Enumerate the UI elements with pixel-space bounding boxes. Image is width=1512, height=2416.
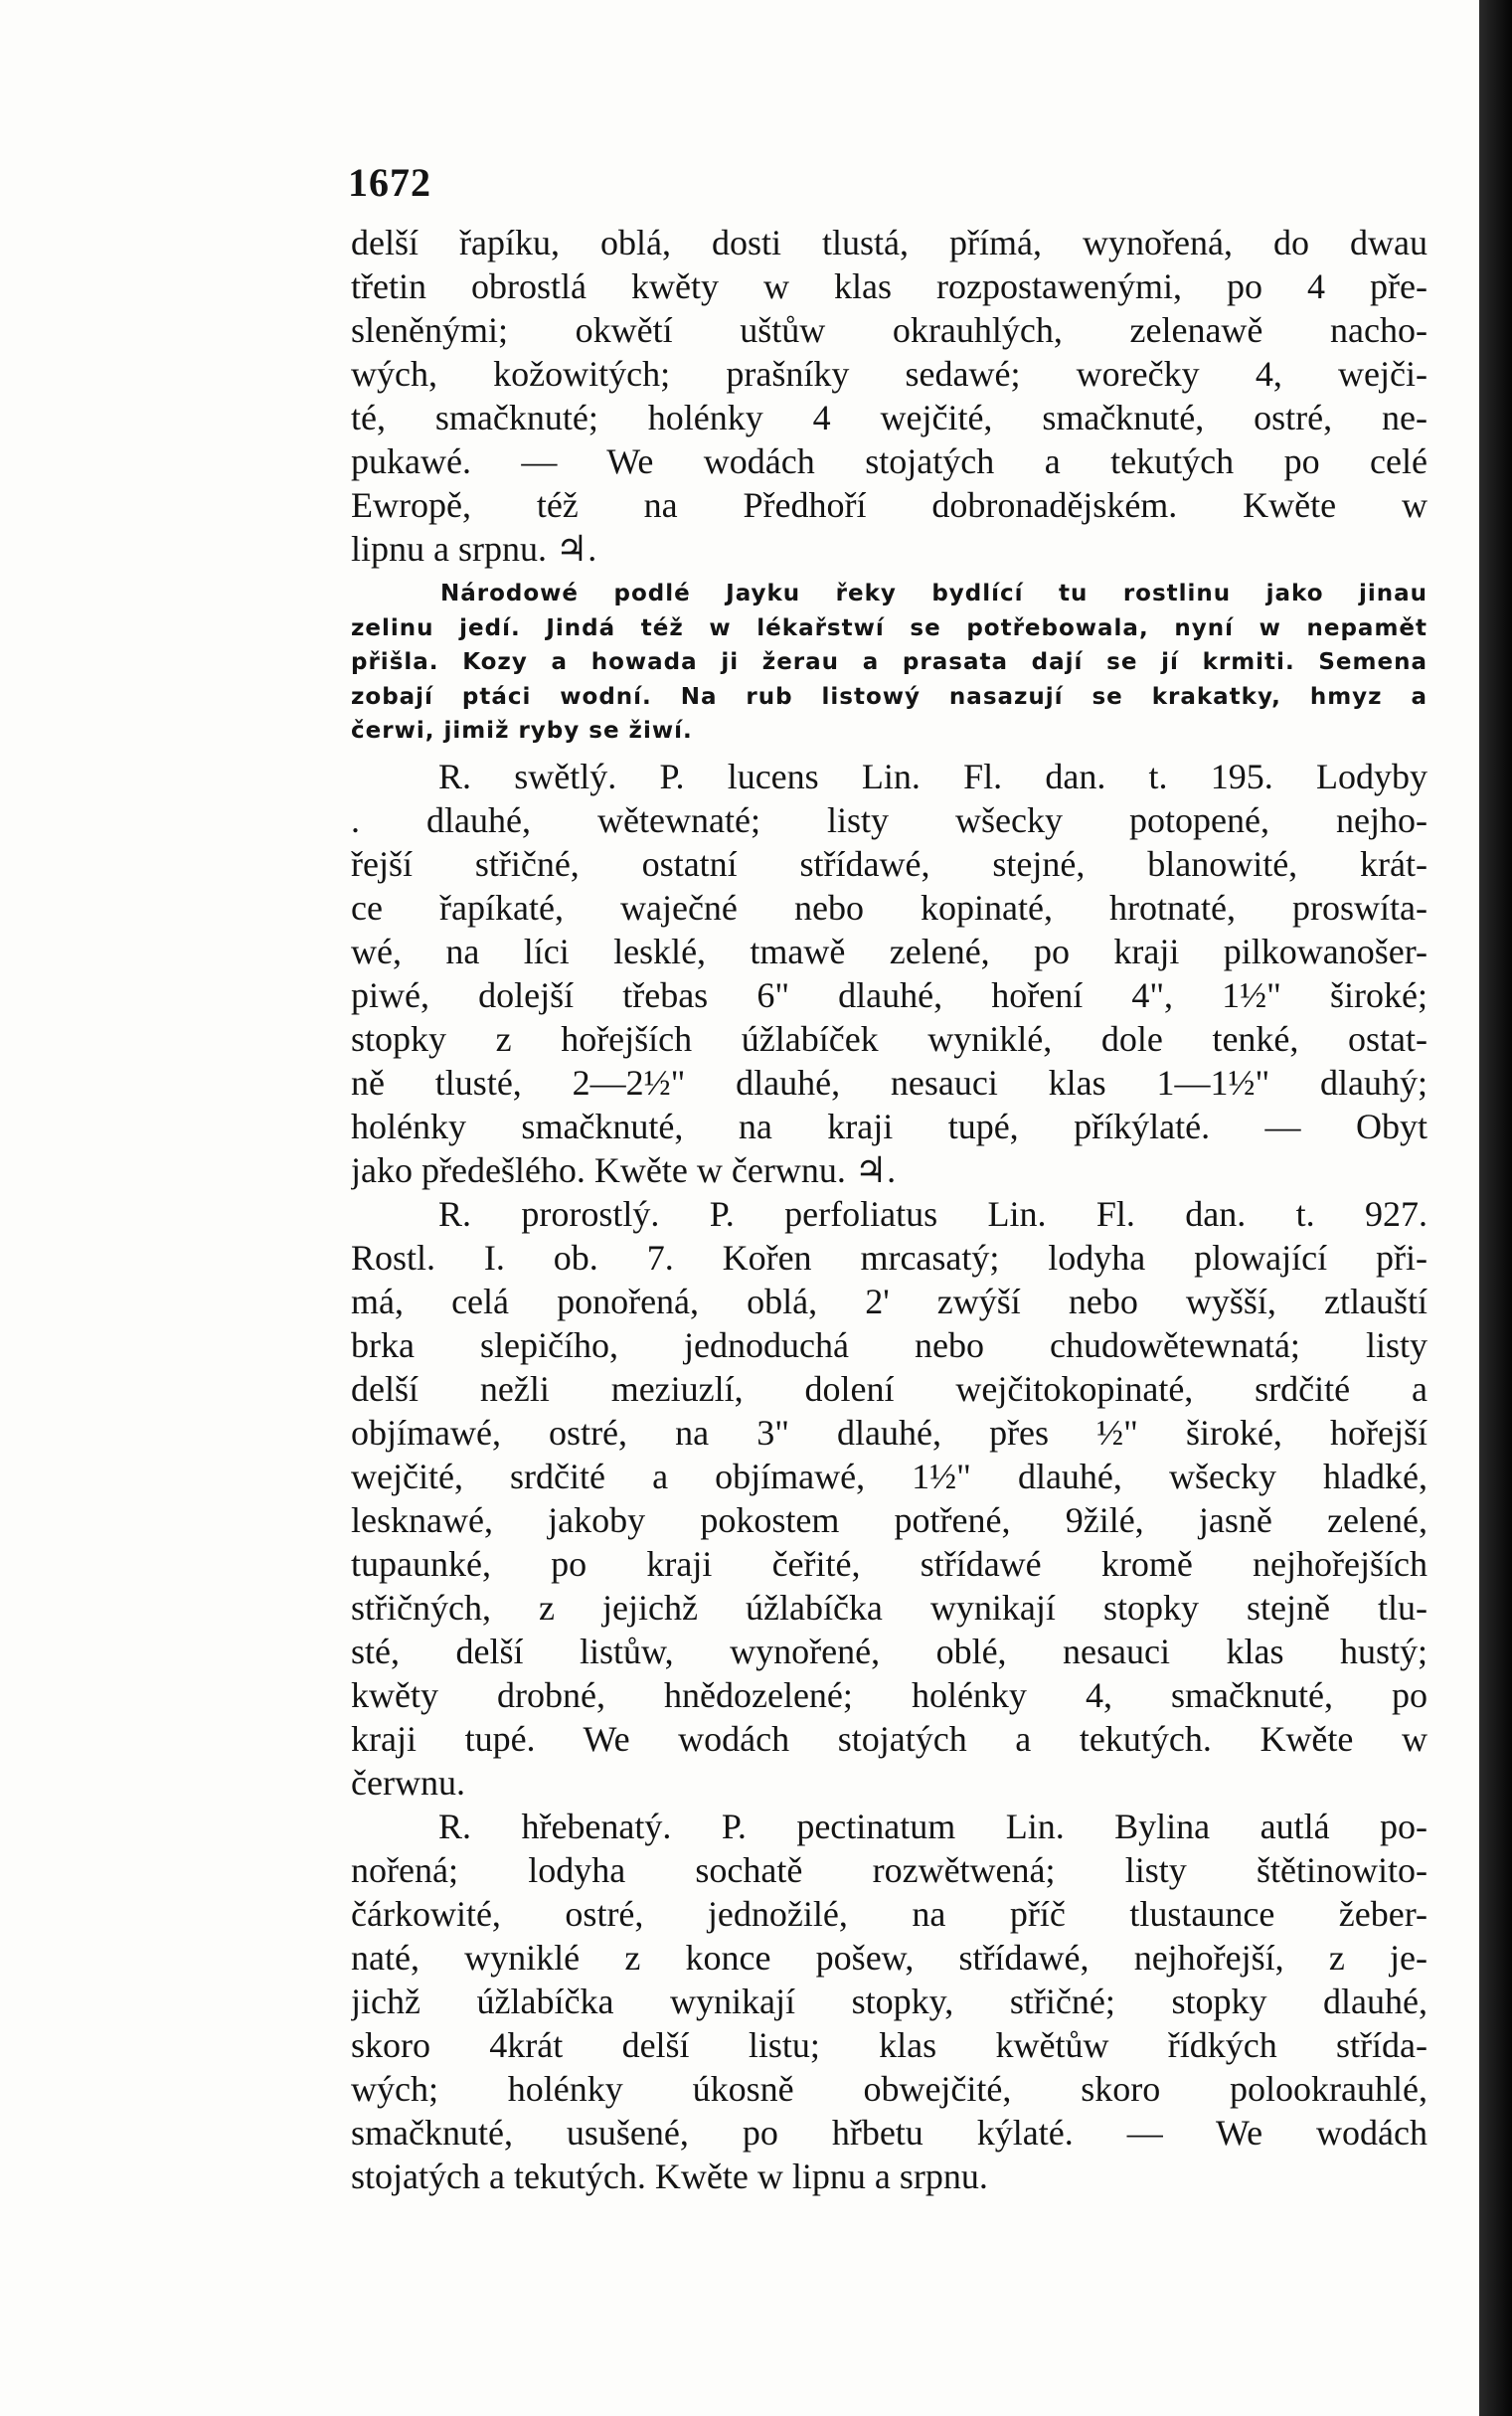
- text-line: tupaunké, po kraji čeřité, střídawé kromě nejhořejších: [351, 1543, 1428, 1584]
- note-line: zelinu jedí. Jindá též w lékařstwí se potřebowala, nyní w nepamět: [351, 614, 1428, 641]
- text-line: R. swětlý. P. lucens Lin. Fl. dan. t. 195. Lodyby: [438, 756, 1428, 796]
- text-line: stopky z hořejších úžlabíček wyniklé, dole tenké, ostat-: [351, 1018, 1428, 1059]
- text-line: wých; holénky úkosně obwejčité, skoro polookrauhlé,: [351, 2068, 1428, 2109]
- paragraph-potamogeton-pectinatus: [351, 1805, 1428, 2198]
- page-number: 1672: [348, 160, 431, 205]
- text-line: sté, delší listůw, wynořené, oblé, nesauci klas hustý;: [351, 1631, 1428, 1671]
- text-line: objímawé, ostré, na 3" dlauhé, přes ½" široké, hořejší: [351, 1412, 1428, 1453]
- text-line: piwé, dolejší třebas 6" dlauhé, hoření 4", 1½" široké;: [351, 974, 1428, 1015]
- text-line: ně tlusté, 2—2½" dlauhé, nesauci klas 1—1½" dlauhý;: [351, 1062, 1428, 1103]
- text-line: delší řapíku, oblá, dosti tlustá, přímá, wynořená, do dwau: [351, 223, 1428, 262]
- text-line: R. hřebenatý. P. pectinatum Lin. Bylina autlá po-: [438, 1806, 1428, 1846]
- paragraph-potamogeton-natans-end: [351, 221, 1428, 571]
- text-line: brka slepičího, jednoduchá nebo chudowětewnatá; listy: [351, 1324, 1428, 1365]
- text-line: jako předešlého. Kwěte w čerwnu. ♃.: [351, 1149, 897, 1190]
- text-line: jichž úžlabíčka wynikají stopky, střičné; stopky dlauhé,: [351, 1981, 1428, 2021]
- text-line: lesknawé, jakoby pokostem potřené, 9žilé, jasně zelené,: [351, 1499, 1428, 1540]
- note-line: přišla. Kozy a howada ji žerau a prasata dají se jí krmiti. Semena: [351, 649, 1428, 675]
- note-line: zobají ptáci wodní. Na rub listowý nasazují se krakatky, hmyz a: [351, 683, 1428, 710]
- text-line: ce řapíkaté, waječné nebo kopinaté, hrotnaté, proswíta-: [351, 887, 1428, 928]
- text-line: wé, na líci lesklé, tmawě zelené, po kraji pilkowanošer-: [351, 931, 1428, 971]
- text-line: Ewropě, též na Předhoří dobronadějském. Kwěte w: [351, 485, 1428, 525]
- body-text: [351, 221, 1428, 2198]
- text-line: smačknuté, usušené, po hřbetu kýlaté. — We wodách: [351, 2112, 1428, 2153]
- text-line: sleněnými; okwětí uštůw okrauhlých, zelenawě nacho-: [351, 310, 1428, 350]
- text-line: stojatých a tekutých. Kwěte w lipnu a srpnu.: [351, 2156, 988, 2196]
- text-line: té, smačknuté; holénky 4 wejčité, smačknuté, ostré, ne-: [351, 398, 1428, 437]
- text-line: lipnu a srpnu. ♃.: [351, 529, 597, 569]
- paragraph-potamogeton-perfoliatus: [351, 1192, 1428, 1805]
- text-line: nořená; lodyha sochatě rozwětwená; listy štětinowito-: [351, 1849, 1428, 1890]
- text-line: wých, kožowitých; prašníky sedawé; worečky 4, wejči-: [351, 354, 1428, 394]
- text-line: wejčité, srdčité a objímawé, 1½" dlauhé, wšecky hladké,: [351, 1456, 1428, 1496]
- scan-border-right: [1479, 0, 1512, 2416]
- note-line: čerwi, jimiž ryby se žiwí.: [351, 718, 693, 744]
- text-line: naté, wyniklé z konce pošew, střídawé, nejhořejší, z je-: [351, 1937, 1428, 1978]
- text-line: R. prorostlý. P. perfoliatus Lin. Fl. dan. t. 927.: [438, 1193, 1428, 1234]
- text-line: čerwnu.: [351, 1762, 465, 1803]
- text-line: . dlauhé, wětewnaté; listy wšecky potopené, nejho-: [351, 799, 1428, 840]
- text-line: holénky smačknuté, na kraji tupé, příkýlaté. — Obyt: [351, 1106, 1428, 1146]
- text-line: kraji tupé. We wodách stojatých a tekutých. Kwěte w: [351, 1718, 1428, 1759]
- text-line: pukawé. — We wodách stojatých a tekutých po celé: [351, 441, 1428, 481]
- note-line: Národowé podlé Jayku řeky bydlící tu rostlinu jako jinau: [440, 581, 1428, 606]
- text-line: střičných, z jejichž úžlabíčka wynikají stopky stejně tlu-: [351, 1587, 1428, 1628]
- footnote-uses: [351, 577, 1428, 749]
- text-line: třetin obrostlá kwěty w klas rozpostawenými, po 4 pře-: [351, 266, 1428, 306]
- text-line: čárkowité, ostré, jednožilé, na příč tlustaunce žeber-: [351, 1893, 1428, 1934]
- text-line: kwěty drobné, hnědozelené; holénky 4, smačknuté, po: [351, 1674, 1428, 1715]
- text-line: delší nežli meziuzlí, dolení wejčitokopinaté, srdčité a: [351, 1368, 1428, 1409]
- text-line: řejší střičné, ostatní střídawé, stejné, blanowité, krát-: [351, 843, 1428, 884]
- paragraph-potamogeton-lucens: [351, 755, 1428, 1192]
- text-line: skoro 4krát delší listu; klas kwětůw řídkých střída-: [351, 2024, 1428, 2065]
- text-line: má, celá ponořená, oblá, 2' zwýší nebo wyšší, ztlauští: [351, 1281, 1428, 1321]
- text-line: Rostl. I. ob. 7. Kořen mrcasatý; lodyha plowající při-: [351, 1237, 1428, 1278]
